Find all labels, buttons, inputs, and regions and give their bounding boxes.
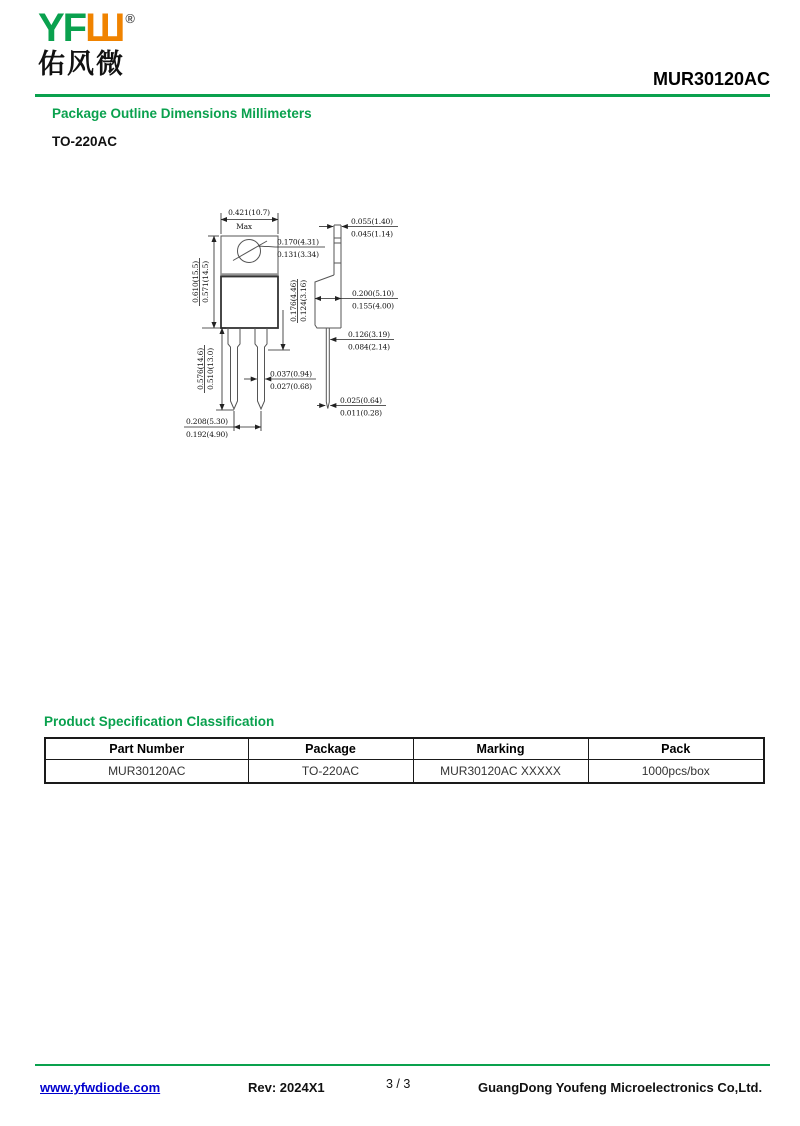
dim-shoulder-upper: 0.176(4.46) bbox=[289, 280, 298, 322]
col-header-marking: Marking bbox=[413, 738, 588, 760]
dim-lead-offset-lower: 0.084(2.14) bbox=[348, 342, 390, 352]
dim-hole-lower: 0.131(3.34) bbox=[277, 250, 319, 259]
cell-marking: MUR30120AC XXXXX bbox=[413, 760, 588, 784]
dim-tab-thickness-lower: 0.045(1.14) bbox=[351, 229, 393, 239]
dim-height-outer-lower: 0.571(14.5) bbox=[201, 261, 210, 303]
website-link[interactable]: www.yfwdiode.com bbox=[40, 1080, 161, 1095]
dim-shoulder-lower: 0.124(3.16) bbox=[299, 280, 308, 322]
front-body-outline bbox=[221, 277, 278, 329]
dim-tab-thickness-upper: 0.055(1.40) bbox=[351, 217, 393, 226]
side-body-outline bbox=[315, 275, 341, 328]
footer-divider bbox=[35, 1064, 770, 1066]
front-tab-outline bbox=[221, 236, 278, 275]
col-header-pack: Pack bbox=[588, 738, 764, 760]
logo-wordmark bbox=[38, 8, 135, 48]
logo-w-glyph: Ш bbox=[85, 6, 124, 50]
leader-line bbox=[258, 246, 275, 247]
header-divider bbox=[35, 94, 770, 97]
lead-1 bbox=[228, 328, 240, 409]
dim-top-width-text: 0.421(10.7) bbox=[228, 208, 270, 217]
revision-label: Rev: 2024X1 bbox=[248, 1080, 325, 1095]
dim-body-thickness-upper: 0.200(5.10) bbox=[352, 289, 394, 298]
spec-table bbox=[44, 737, 765, 784]
table-header-row bbox=[45, 738, 764, 760]
company-name: GuangDong Youfeng Microelectronics Co,Ltd. bbox=[478, 1080, 763, 1095]
dim-height-outer-upper: 0.610(15.5) bbox=[191, 261, 200, 303]
package-outline-drawing bbox=[178, 198, 458, 458]
dim-lead-thickness-upper: 0.025(0.64) bbox=[340, 396, 382, 405]
cell-pack: 1000pcs/box bbox=[588, 760, 764, 784]
side-view bbox=[315, 225, 341, 409]
side-lead bbox=[326, 328, 329, 409]
table-row bbox=[45, 760, 764, 784]
dim-lead-width-upper: 0.037(0.94) bbox=[270, 369, 312, 379]
col-header-package: Package bbox=[248, 738, 413, 760]
package-name: TO-220AC bbox=[52, 134, 118, 149]
registered-trademark-icon: ® bbox=[125, 11, 135, 26]
dim-body-thickness-lower: 0.155(4.00) bbox=[352, 301, 394, 311]
yfw-logo bbox=[38, 8, 135, 78]
dim-lead-span-lower: 0.192(4.90) bbox=[186, 430, 228, 439]
section-title-spec-classification: Product Specification Classification bbox=[44, 714, 275, 729]
section-title-package-outline: Package Outline Dimensions Millimeters bbox=[52, 106, 312, 121]
lead-2 bbox=[255, 328, 267, 409]
cell-part-number: MUR30120AC bbox=[45, 760, 248, 784]
dim-lead-offset-upper: 0.126(3.19) bbox=[348, 330, 390, 339]
logo-yf-text: YF bbox=[38, 6, 86, 50]
page-indicator: 3 / 3 bbox=[386, 1077, 411, 1091]
col-header-part-number: Part Number bbox=[45, 738, 248, 760]
dim-top-width-note: Max bbox=[236, 222, 252, 231]
page-title-part-number: MUR30120AC bbox=[652, 69, 770, 89]
logo-chinese-name: 佑风微 bbox=[38, 49, 125, 79]
hole-diameter-line bbox=[233, 241, 267, 261]
dim-lead-width-lower: 0.027(0.68) bbox=[270, 382, 312, 391]
cell-package: TO-220AC bbox=[248, 760, 413, 784]
dim-hole-upper: 0.170(4.31) bbox=[277, 237, 319, 247]
dimension-annotations bbox=[184, 208, 398, 439]
dim-lead-span-upper: 0.208(5.30) bbox=[186, 417, 228, 426]
dim-lead-thickness-lower: 0.011(0.28) bbox=[340, 408, 382, 418]
dim-lead-length-lower: 0.510(13.0) bbox=[206, 348, 215, 390]
dim-lead-length-upper: 0.576(14.6) bbox=[196, 348, 205, 390]
